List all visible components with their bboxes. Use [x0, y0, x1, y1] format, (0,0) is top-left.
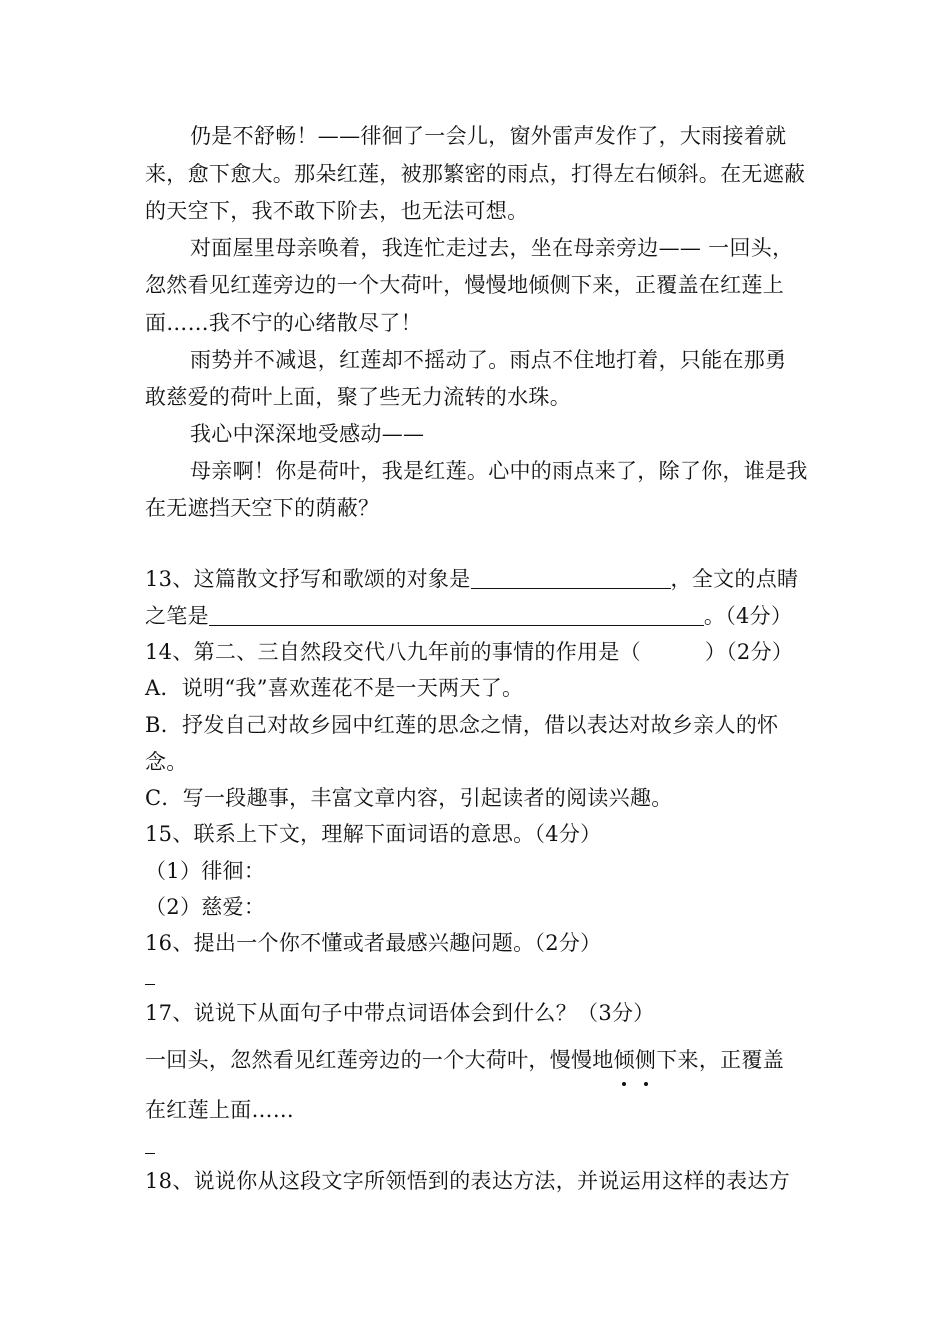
question-16-stem: 16、提出一个你不懂或者最感兴趣问题。（2分） — [145, 931, 602, 955]
dotted-character: 倾 — [613, 1048, 635, 1072]
passage-line: 敢慈爱的荷叶上面，聚了些无力流转的水珠。 — [145, 385, 571, 409]
question-15-item-2: （2）慈爱： — [145, 895, 266, 919]
question-13-text: 之笔是 — [145, 604, 209, 628]
quoted-text: 下来，正覆盖 — [656, 1048, 785, 1072]
passage-line: 面……我不宁的心绪散尽了！ — [145, 311, 422, 335]
option-b: B．抒发自己对故乡园中红莲的思念之情，借以表达对故乡亲人的怀 — [145, 713, 779, 737]
option-b-continued: 念。 — [145, 750, 188, 774]
option-a: A．说明“我”喜欢莲花不是一天两天了。 — [145, 676, 524, 700]
answer-blank[interactable] — [471, 566, 671, 589]
option-c: C．写一段趣事，丰富文章内容，引起读者的阅读兴趣。 — [145, 786, 673, 810]
answer-line-stub — [145, 984, 155, 985]
passage-line: 忽然看见红莲旁边的一个大荷叶，慢慢地倾侧下来，正覆盖在红莲上 — [145, 273, 784, 297]
passage-line: 来，愈下愈大。那朵红莲，被那繁密的雨点，打得左右倾斜。在无遮蔽 — [145, 162, 806, 186]
quoted-sentence-line-2: 在红莲上面…… — [145, 1098, 295, 1122]
question-13-line-2 — [145, 602, 810, 630]
passage-line: 在无遮挡天空下的荫蔽？ — [145, 496, 380, 520]
question-13-line-1 — [145, 565, 810, 593]
question-13-text: 13、这篇散文抒写和歌颂的对象是 — [145, 567, 471, 591]
passage-line: 对面屋里母亲唤着，我连忙走过去，坐在母亲旁边—— 一回头， — [190, 236, 794, 260]
question-13-text: 。（4分） — [703, 604, 793, 628]
passage-line: 母亲啊！你是荷叶，我是红莲。心中的雨点来了，除了你，谁是我 — [190, 459, 808, 483]
question-15-item-1: （1）徘徊： — [145, 859, 266, 883]
answer-blank[interactable] — [209, 603, 704, 626]
question-15-stem: 15、联系上下文，理解下面词语的意思。（4分） — [145, 822, 602, 846]
question-18-stem: 18、说说你从这段文字所领悟到的表达方法，并说运用这样的表达方 — [145, 1169, 791, 1193]
answer-line-stub — [145, 1153, 155, 1154]
quoted-text: 一回头，忽然看见红莲旁边的一个大荷叶，慢慢地 — [145, 1048, 614, 1072]
passage-line: 的天空下，我不敢下阶去，也无法可想。 — [145, 199, 529, 223]
question-17-stem: 17、说说下从面句子中带点词语体会到什么？（3分） — [145, 1001, 655, 1025]
passage-line: 仍是不舒畅！——徘徊了一会儿，窗外雷声发作了，大雨接着就 — [190, 124, 787, 148]
question-14-stem: 14、第二、三自然段交代八九年前的事情的作用是（ ）（2分） — [145, 640, 794, 664]
quoted-sentence-line-1 — [145, 1046, 810, 1074]
passage-line: 雨势并不减退，红莲却不摇动了。雨点不住地打着，只能在那勇 — [190, 348, 787, 372]
question-13-text: ，全文的点睛 — [670, 567, 799, 591]
passage-line: 我心中深深地受感动—— — [190, 422, 425, 446]
dotted-character: 侧 — [634, 1048, 657, 1072]
